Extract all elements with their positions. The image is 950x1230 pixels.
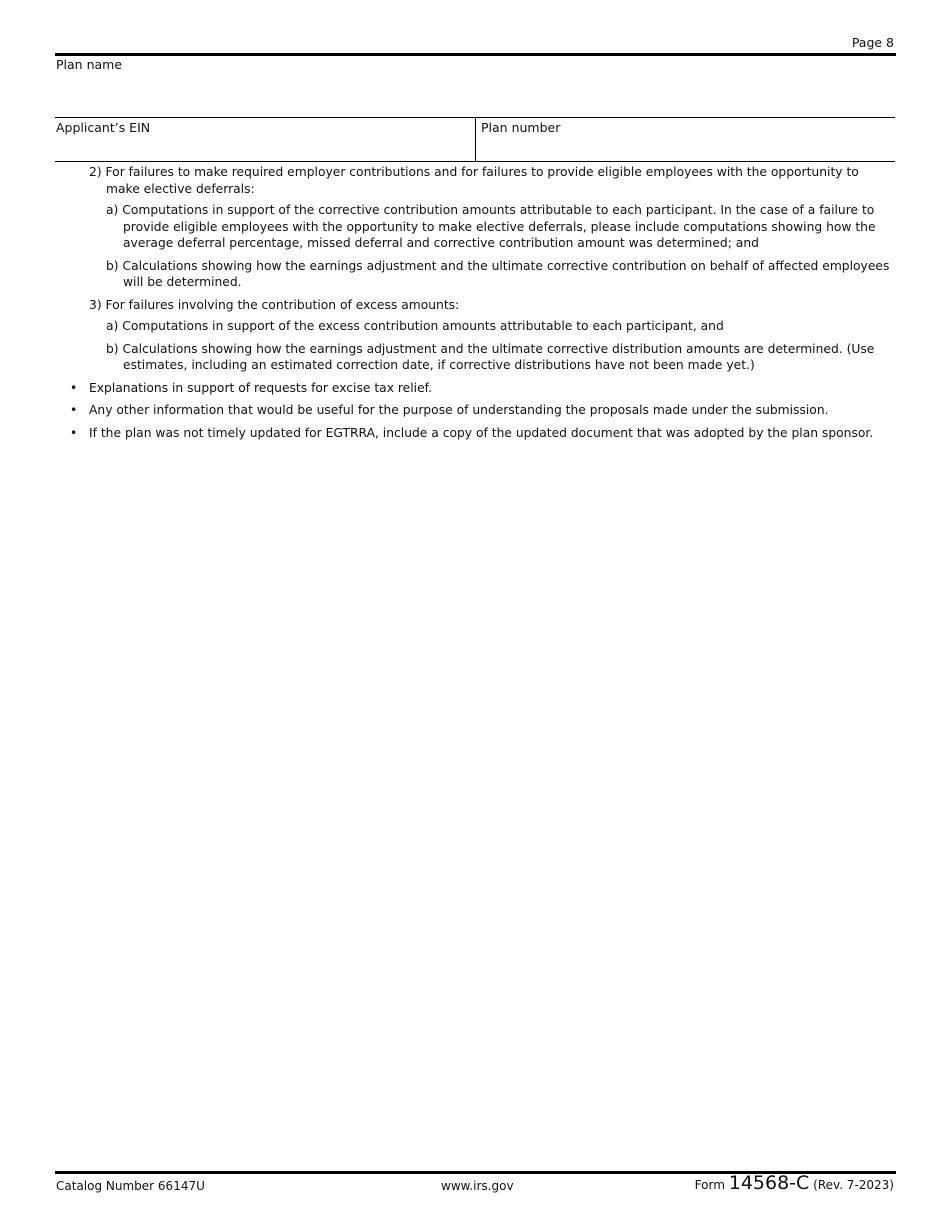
page-number: Page 8 [851, 35, 894, 50]
applicant-ein-label: Applicant’s EIN [56, 120, 151, 135]
form-prefix: Form [694, 1178, 725, 1192]
top-rule [55, 53, 896, 56]
list-item-3b: b) Calculations showing how the earnings adjustment and the ultimate corrective distribution amounts are determined. (Use estimates, including an estimated correction date, if corrective distributions have not been made yet.) [106, 341, 875, 372]
plan-number-label: Plan number [481, 120, 561, 135]
bullet-item: • If the plan was not timely updated for EGTRRA, include a copy of the updated document that was adopted by the plan sponsor. [70, 425, 874, 440]
list-item-2b: b) Calculations showing how the earnings adjustment and the ultimate corrective contribution on behalf of affected employees will be determined. [106, 258, 890, 289]
bullet-icon: • [70, 425, 78, 440]
plan-name-label: Plan name [56, 57, 123, 72]
form-revision: (Rev. 7-2023) [813, 1178, 894, 1192]
fields-bottom-line [55, 161, 895, 162]
website-link[interactable]: www.irs.gov [441, 1179, 514, 1193]
bullet-item: • Explanations in support of requests for excise tax relief. [70, 380, 432, 395]
field-divider [475, 117, 476, 161]
list-item-2a: a) Computations in support of the corrective contribution amounts attributable to each participant. In the case of a failure to provide eligible employees with the opportunity to make elective deferrals, please include computations showing how the average deferral percentage, missed deferral and corrective contribution amount was determined; and [106, 203, 876, 250]
form-number: 14568-C [728, 1172, 810, 1194]
instructions-content [55, 164, 893, 447]
bullet-item: • Any other information that would be useful for the purpose of understanding the proposals made under the submission. [70, 403, 829, 417]
list-item-2: 2) For failures to make required employer contributions and for failures to provide eligible employees with the opportunity to make elective deferrals: [89, 165, 859, 196]
bullet-icon: • [70, 403, 78, 417]
bullet-icon: • [70, 380, 78, 395]
list-item-3: 3) For failures involving the contribution of excess amounts: [89, 297, 460, 312]
form-id [695, 1172, 894, 1194]
list-item-3a: a) Computations in support of the excess contribution amounts attributable to each participant, and [106, 319, 724, 333]
catalog-number: Catalog Number 66147U [56, 1179, 205, 1193]
